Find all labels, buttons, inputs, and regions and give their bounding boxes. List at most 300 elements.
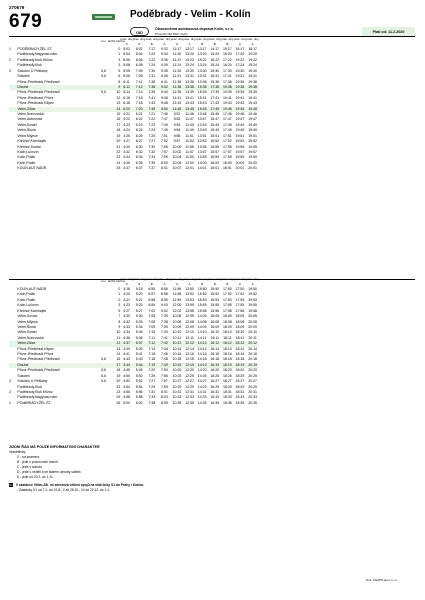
departure-time: 15:57 <box>210 150 220 155</box>
departure-time: 19:55 <box>248 144 257 149</box>
departure-time: 14:33 <box>197 395 207 400</box>
departure-time: 7:30 <box>148 68 156 73</box>
departure-time: 13:22 <box>185 57 194 62</box>
departure-time: 19:24 <box>248 63 257 68</box>
trip-code-label: A <box>125 41 128 46</box>
departure-time: 8:59 <box>160 297 168 302</box>
stop-km: 17 <box>116 122 121 127</box>
trip-code-label: A <box>251 41 254 46</box>
departure-time: 10:27 <box>172 379 182 384</box>
departure-time: 7:27 <box>148 139 156 144</box>
departure-time: 7:37 <box>148 166 156 171</box>
departure-time: 17:50 <box>235 287 245 291</box>
stop-zone: 5,6 <box>101 373 106 378</box>
departure-time: 19:38 <box>235 84 245 89</box>
stop-name: Poděbrady,Nagyvasi nám. <box>17 395 59 400</box>
departure-time: 13:43 <box>185 101 194 106</box>
departure-time: 19:38 <box>222 84 232 89</box>
departure-time: 12:12 <box>185 341 194 346</box>
departure-time: 11:36 <box>172 79 182 84</box>
departure-time: 16:29 <box>210 384 220 389</box>
departure-time: 7:35 <box>148 400 156 405</box>
departure-time: 18:12 <box>235 341 245 346</box>
departure-time: 17:22 <box>222 57 232 62</box>
departure-time: 7:31 <box>148 390 156 395</box>
departure-time: 20:00 <box>235 160 245 165</box>
departure-time: 13:17 <box>197 47 207 51</box>
departure-time: 5:41 <box>135 352 143 357</box>
stop-name: Přívor-Předhradí,Klipec <box>17 346 54 351</box>
departure-time: 14:20 <box>197 368 207 373</box>
departure-time: 15:24 <box>210 63 220 68</box>
stop-zone: 5,6 <box>101 68 106 73</box>
departure-time: 7:22 <box>148 117 156 122</box>
departure-time: 19:30 <box>248 68 257 73</box>
departure-time: 19:52 <box>248 139 257 144</box>
trip-code-label: B <box>226 281 229 286</box>
stop-name: Kolín,Lučovín <box>17 303 39 308</box>
departure-time: 4:22 <box>123 117 130 122</box>
departure-time: 15:53 <box>210 297 220 302</box>
departure-time: 5:35 <box>135 330 143 335</box>
stop-km: 23 <box>116 155 121 160</box>
departure-time: 20:25 <box>248 373 257 378</box>
departure-time: 5:30 <box>135 314 143 319</box>
trip-code-label: B <box>201 281 204 286</box>
departure-time: 7:12 <box>145 341 158 346</box>
departure-time: 6:08 <box>135 63 143 68</box>
stop-km: 14 <box>108 107 121 112</box>
departure-time: 13:24 <box>197 63 207 68</box>
trip-code-label: B <box>150 41 153 46</box>
stop-name: Velim,Kostel <box>17 330 37 335</box>
departure-time: 5:34 <box>135 324 143 329</box>
departure-time: 4:24 <box>123 128 130 133</box>
departure-time: 7:38 <box>160 319 168 324</box>
departure-time: 18:29 <box>235 384 245 389</box>
departure-time: 10:04 <box>172 155 182 160</box>
departure-time: 9:53 <box>173 122 181 127</box>
departure-time: 13:55 <box>197 144 207 149</box>
trip-days-label: prac. dny <box>233 276 247 281</box>
departure-time: 14:00 <box>197 160 207 165</box>
departure-time: 19:43 <box>248 101 257 106</box>
departure-time: 14:12 <box>197 341 207 346</box>
departure-time: 4:50 <box>123 373 130 378</box>
departure-time: 7:12 <box>133 85 146 90</box>
departure-time: 18:20 <box>222 368 232 373</box>
departure-time: 9:55 <box>173 133 181 138</box>
departure-time: 12:10 <box>185 330 194 335</box>
departure-time: 12:25 <box>185 373 194 378</box>
stop-km: 24 <box>116 160 121 165</box>
trip-code-label: B <box>226 41 229 46</box>
departure-time: 19:49 <box>248 122 257 127</box>
departure-time: 6:30 <box>135 144 143 149</box>
departure-time: 20:00 <box>248 160 257 165</box>
departure-time: 11:38 <box>171 85 184 90</box>
departure-time: 18:09 <box>235 324 245 329</box>
departure-time: 5:52 <box>135 379 143 384</box>
departure-time: 7:46 <box>160 352 168 357</box>
trip-days-label: prac. dny <box>145 36 158 41</box>
departure-time: 10:08 <box>172 319 182 324</box>
departure-time: 17:55 <box>222 303 232 308</box>
departure-time: 9:51 <box>173 112 181 117</box>
operator-logo: OID <box>130 27 149 36</box>
departure-time: 15:52 <box>210 139 220 144</box>
departure-time: 19:45 <box>248 106 257 111</box>
departure-time: 12:00 <box>172 303 182 308</box>
departure-time: 18:11 <box>223 335 232 340</box>
departure-time: 17:38 <box>210 84 220 89</box>
departure-time: 7:06 <box>135 74 143 79</box>
departure-time: 15:46 <box>210 112 220 117</box>
departure-time: 16:20 <box>222 52 232 57</box>
departure-time: 20:09 <box>248 324 257 329</box>
trip-days-label: prac. dny <box>120 36 133 41</box>
departure-time: 17:55 <box>222 144 232 149</box>
departure-time: 4:23 <box>123 303 130 308</box>
departure-time: 14:29 <box>197 384 207 389</box>
departure-time: 6:37 <box>135 166 143 171</box>
departure-time: 6:06 <box>135 57 143 62</box>
departure-time: 20:19 <box>248 362 257 367</box>
departure-time: 13:31 <box>197 74 207 79</box>
stop-km: 19 <box>116 133 121 138</box>
departure-time: 12:09 <box>185 324 194 329</box>
trip-code-label: N <box>138 41 141 46</box>
departure-time: 5:05 <box>123 68 130 73</box>
departure-time: 9:35 <box>160 68 168 73</box>
departure-time: 19:41 <box>248 95 257 100</box>
departure-time: 10:31 <box>172 390 182 395</box>
stop-km: 10 <box>116 90 121 95</box>
legend-subtitle: Vysvětlivky: <box>9 450 27 454</box>
departure-time: 19:43 <box>235 101 245 106</box>
departure-time: 18:10 <box>222 330 232 335</box>
departure-time: 19:46 <box>248 112 257 117</box>
departure-time: 14:16 <box>197 352 207 357</box>
departure-time: 15:49 <box>210 122 220 127</box>
departure-time: 18:33 <box>235 395 245 400</box>
stop-zone: 5,6 <box>101 90 106 95</box>
departure-time: 7:35 <box>148 160 156 165</box>
departure-time: 19:22 <box>248 57 257 62</box>
km-header: tarifní pásmo <box>107 279 126 283</box>
stop-name: Velim,Nonrovská <box>17 335 44 340</box>
stop-km: 25 <box>116 395 121 400</box>
departure-time: 5:04 <box>123 52 130 57</box>
stop-km: 17 <box>108 363 121 368</box>
departure-time: 4:52 <box>123 379 130 384</box>
departure-time: 15:51 <box>210 133 220 138</box>
trip-code-label: B <box>201 41 204 46</box>
departure-time: 5:20 <box>135 292 143 297</box>
stop-name: Poděbrady,Kluk,Křižov. <box>17 57 54 62</box>
trip-code-label: A <box>175 41 178 46</box>
stop-name: POděBRADY,ŽEL.ST. <box>17 400 52 405</box>
departure-time: 7:39 <box>148 90 156 95</box>
departure-time: 11:52 <box>185 139 194 144</box>
stop-km: 6 <box>118 74 121 79</box>
departure-time: 7:36 <box>148 79 156 84</box>
departure-time: 14:18 <box>197 357 207 362</box>
departure-time: 7:16 <box>148 352 156 357</box>
departure-time: 7:55 <box>160 144 168 149</box>
departure-time: 7:38 <box>145 85 158 90</box>
departure-time: 13:52 <box>185 292 194 297</box>
stop-name: Velim,Škola <box>17 128 36 133</box>
departure-time: 4:56 <box>123 390 130 395</box>
departure-time: 11:39 <box>172 90 182 95</box>
departure-time: 4:34 <box>123 330 130 335</box>
departure-time: 7:57 <box>160 379 168 384</box>
departure-time: 7:49 <box>160 128 168 133</box>
stop-name: KOLÍN,AUT.NÁDR. <box>17 287 48 291</box>
departure-time: 7:08 <box>148 319 156 324</box>
departure-time: 13:49 <box>197 122 207 127</box>
departure-time: 10:35 <box>172 400 182 405</box>
departure-time: 7:18 <box>148 357 156 362</box>
stop-km: 0 <box>118 287 121 291</box>
stop-zone: 5,6 <box>101 357 106 362</box>
departure-time: 15:47 <box>210 117 220 122</box>
stop-km: 2 <box>118 297 121 302</box>
departure-time: 13:24 <box>185 63 194 68</box>
stop-name: Dlouhé <box>17 363 99 368</box>
departure-time: 15:53 <box>197 297 207 302</box>
stop-km: 22 <box>116 150 121 155</box>
departure-time: 19:59 <box>235 155 245 160</box>
departure-time: 18:35 <box>222 400 232 405</box>
departure-time: 19:51 <box>248 133 257 138</box>
departure-time: 6:23 <box>135 122 143 127</box>
departure-time: 17:55 <box>235 303 245 308</box>
trip-days-label: prac. dny <box>246 36 259 41</box>
departure-time: 18:27 <box>235 379 245 384</box>
departure-time: 6:18 <box>123 101 130 106</box>
departure-time: 15:31 <box>210 74 220 79</box>
departure-time: 5:45 <box>135 368 143 373</box>
departure-time: 11:31 <box>172 74 182 79</box>
legend <box>9 445 415 493</box>
trip-days-label: prac. dny <box>133 36 146 41</box>
departure-time: 13:57 <box>197 150 207 155</box>
legend-note-title: V zastávce Velim,Zdi. mi zarezová věšení spojů na vlak linky S1 do Prahy i Kolína. <box>15 483 144 487</box>
stop-name: Poděbrady,Nagyvasi nám. <box>17 52 59 57</box>
departure-time: 5:08 <box>123 63 130 68</box>
departure-time: 19:31 <box>248 74 257 79</box>
departure-time: 15:43 <box>197 101 207 106</box>
departure-time: 7:39 <box>160 324 168 329</box>
zone-header: km <box>101 39 106 43</box>
departure-time: 7:21 <box>148 112 156 117</box>
departure-time: 12:29 <box>185 384 194 389</box>
stop-km: 16 <box>116 357 121 362</box>
departure-time: 14:35 <box>197 400 207 405</box>
stop-km: 22 <box>116 384 121 389</box>
stop-name: Velim,Automotá <box>17 117 42 122</box>
departure-time: 18:19 <box>222 362 232 367</box>
trip-days-label: prac. dny <box>208 276 221 281</box>
departure-time: 17:20 <box>235 52 245 57</box>
departure-time: 13:49 <box>197 128 207 133</box>
departure-time: 5:06 <box>123 74 130 79</box>
departure-time: 7:19 <box>145 363 158 368</box>
stop-km: 1 <box>118 292 121 297</box>
stop-index <box>9 166 17 171</box>
stop-name: Kolín,Polák <box>17 155 36 160</box>
departure-time: 4:58 <box>123 395 130 400</box>
departure-time: 16:12 <box>210 341 220 346</box>
departure-time: 14:25 <box>197 373 207 378</box>
departure-time: 16:25 <box>210 373 220 378</box>
trip-days-label: prac. dny <box>158 36 171 41</box>
stop-name: Přívor-Předhradí,Předhradí <box>17 90 60 95</box>
departure-time: 17:58 <box>222 308 232 313</box>
stop-zone: 5,6 <box>101 368 106 373</box>
departure-time: 4:37 <box>120 341 133 346</box>
departure-time: 15:58 <box>197 308 207 313</box>
departure-time: 18:16 <box>235 352 245 357</box>
stop-km: 18 <box>116 368 121 373</box>
departure-time: 15:59 <box>210 155 220 160</box>
departure-time: 6:21 <box>135 112 143 117</box>
departure-time: 7:40 <box>160 330 168 335</box>
stop-name: Poděbrady,Kluk <box>17 384 42 389</box>
timetable-direction-1 <box>9 36 259 172</box>
stop-name: Přívor-Předhradí,Předhradí <box>17 357 60 362</box>
departure-time: 9:46 <box>160 95 168 100</box>
stop-name: Křečhoř,Sovice <box>17 144 42 149</box>
departure-time: 4:54 <box>123 384 130 389</box>
stop-km: 14 <box>116 352 121 357</box>
departure-time: 18:25 <box>222 373 232 378</box>
departure-time: 4:27 <box>123 139 130 144</box>
departure-time: 7:14 <box>148 346 156 351</box>
departure-time: 7:35 <box>160 314 168 319</box>
departure-time: 14:08 <box>197 319 207 324</box>
departure-time: 11:47 <box>185 117 194 122</box>
departure-time: 7:17 <box>148 47 156 51</box>
stop-km: 11 <box>116 335 121 340</box>
departure-time: 18:11 <box>235 335 245 340</box>
departure-time: 20:20 <box>248 368 257 373</box>
departure-time: 15:58 <box>210 308 220 313</box>
departure-time: 6:22 <box>135 117 143 122</box>
departure-time: 18:35 <box>235 400 245 405</box>
valid-from: Platí od: 11.2.2020 <box>362 27 415 37</box>
departure-time: 11:20 <box>172 52 182 57</box>
departure-time: 17:51 <box>222 133 232 138</box>
departure-time: 19:57 <box>248 150 257 155</box>
departure-time: 17:45 <box>210 106 220 111</box>
stop-km: 20 <box>116 379 121 384</box>
trip-days-label: prac. dny <box>208 36 221 41</box>
stop-km: 16 <box>116 117 121 122</box>
departure-time: 17:53 <box>222 297 232 302</box>
departure-time: 19:53 <box>248 297 257 302</box>
departure-time: 8:01 <box>160 166 168 171</box>
stop-zone: 5,6 <box>101 379 106 384</box>
trip-days-label: prac. dny <box>133 276 146 281</box>
departure-time: 7:27 <box>148 379 156 384</box>
stop-name: Poděbrady,Kluk,Křižov. <box>17 390 54 395</box>
departure-time: 18:00 <box>222 160 232 165</box>
trip-days-label: prac. dny <box>195 276 209 281</box>
departure-time: 17:30 <box>222 68 232 73</box>
departure-time: 17:59 <box>222 155 232 160</box>
departure-time: 16:14 <box>210 346 220 351</box>
departure-time: 7:59 <box>160 384 168 389</box>
departure-time: 19:36 <box>248 79 257 84</box>
departure-time: 7:49 <box>160 122 168 127</box>
departure-time: 4:37 <box>123 166 130 171</box>
departure-time: 19:38 <box>248 84 257 89</box>
departure-time: 5:00 <box>123 400 130 405</box>
stop-km: 13 <box>116 101 121 106</box>
departure-time: 16:24 <box>222 63 232 68</box>
legend-item: B - jede v pracovních dnech <box>17 460 58 464</box>
stop-km: 12 <box>108 341 121 346</box>
departure-time: 15:55 <box>210 303 220 308</box>
departure-time: 20:29 <box>248 384 257 389</box>
departure-time: 13:17 <box>185 47 194 51</box>
departure-time: 18:20 <box>235 368 245 373</box>
departure-time: 17:47 <box>222 117 232 122</box>
departure-time: 15:45 <box>197 106 207 111</box>
departure-time: 6:00 <box>135 400 143 405</box>
trip-days-label: prac. dny <box>120 276 133 281</box>
legend-item: X - na znamení <box>17 455 40 459</box>
departure-time: 6:57 <box>148 292 156 297</box>
departure-time: 12:05 <box>185 314 194 319</box>
departure-time: 15:41 <box>197 95 207 100</box>
departure-time: 18:08 <box>222 319 232 324</box>
departure-time: 6:16 <box>123 95 130 100</box>
departure-time: 7:11 <box>135 79 143 84</box>
departure-time: 9:36 <box>160 74 168 79</box>
departure-time: 11:56 <box>172 287 182 291</box>
departure-time: 12:20 <box>185 368 194 373</box>
departure-time: 18:27 <box>222 379 232 384</box>
departure-time: 14:10 <box>197 330 207 335</box>
stop-name: Křečhoř,Kamhajek <box>17 308 47 313</box>
departure-time: 9:42 <box>158 85 171 90</box>
line-number: 679 <box>9 11 43 32</box>
trip-days-label: prac. dny <box>246 276 259 281</box>
departure-time: 8:05 <box>160 400 168 405</box>
departure-time: 11:49 <box>185 128 194 133</box>
departure-time: 18:18 <box>235 357 245 362</box>
departure-time: 7:50 <box>160 368 168 373</box>
departure-time: 17:24 <box>235 63 245 68</box>
departure-time: 11:22 <box>172 57 182 62</box>
departure-time: 17:57 <box>222 150 232 155</box>
departure-time: 9:34 <box>160 52 168 57</box>
departure-time: 9:52 <box>173 117 181 122</box>
departure-time: 14:27 <box>197 379 207 384</box>
departure-time: 18:10 <box>235 330 245 335</box>
departure-time: 7:20 <box>148 52 156 57</box>
departure-time: 6:34 <box>135 155 143 160</box>
departure-time: 10:05 <box>172 314 182 319</box>
departure-time: 14:09 <box>197 324 207 329</box>
departure-time: 7:42 <box>158 341 171 346</box>
trip-days-label: prac. dny <box>145 276 158 281</box>
departure-time: 7:22 <box>148 57 156 62</box>
